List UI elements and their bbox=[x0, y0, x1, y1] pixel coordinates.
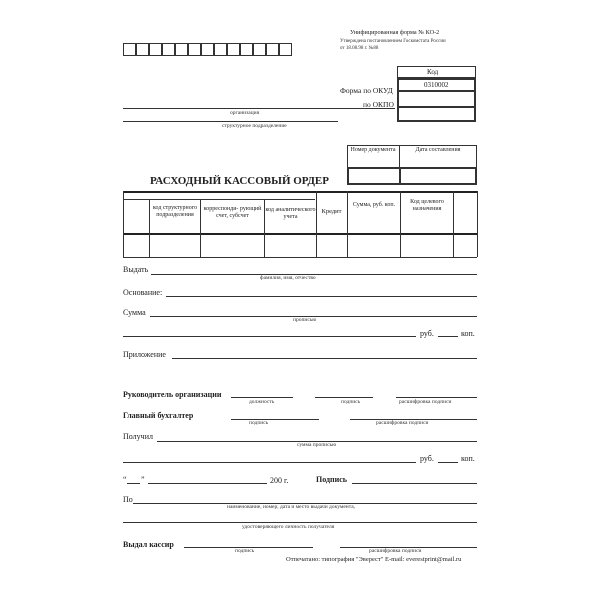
chief-decoding-caption: расшифровка подписи bbox=[376, 420, 429, 426]
col-credit: Кредит bbox=[321, 208, 342, 215]
summa-label: Сумма bbox=[123, 308, 146, 317]
form-line: Унифицированная форма № КО-2 bbox=[350, 29, 440, 36]
signature-caption: подпись bbox=[341, 399, 361, 405]
fio-caption: фамилия, имя, отчество bbox=[260, 275, 316, 281]
prilozhenie-label: Приложение bbox=[123, 350, 166, 359]
summa-line-2[interactable] bbox=[123, 336, 416, 337]
kop-label-2: коп. bbox=[461, 454, 475, 463]
number-header: Номер документа bbox=[350, 147, 396, 153]
rub-label: руб. bbox=[420, 329, 434, 338]
received-label: Получил bbox=[123, 432, 153, 441]
doc-values-box[interactable] bbox=[347, 167, 477, 185]
head-signature-line[interactable] bbox=[315, 397, 373, 398]
page-title: РАСХОДНЫЙ КАССОВЫЙ ОРДЕР bbox=[150, 175, 329, 187]
chief-accountant-label: Главный бухгалтер bbox=[123, 411, 194, 420]
code-box[interactable] bbox=[162, 43, 175, 56]
position-caption: должность bbox=[249, 399, 275, 405]
approved-line-1: Утверждена постановлением Госкомстата России bbox=[340, 39, 446, 44]
col-subdiv: код структурного подразделения bbox=[152, 205, 198, 218]
podpis-line[interactable] bbox=[352, 483, 477, 484]
code-box[interactable] bbox=[240, 43, 253, 56]
okud-value: 0310002 bbox=[424, 81, 449, 89]
kop-line-2[interactable] bbox=[438, 462, 458, 463]
code-box[interactable] bbox=[188, 43, 201, 56]
col-purpose: Код целевого назначения bbox=[410, 199, 444, 212]
debit-subheader-line bbox=[123, 199, 315, 200]
table-col-line bbox=[123, 191, 124, 257]
head-decoding-line[interactable] bbox=[396, 397, 477, 398]
sum-words-caption: сумма прописью bbox=[297, 442, 337, 448]
chief-signature-caption: подпись bbox=[249, 420, 269, 426]
code-box[interactable] bbox=[201, 43, 214, 56]
code-box[interactable] bbox=[253, 43, 266, 56]
okpo-label: по ОКПО bbox=[363, 100, 394, 109]
chief-signature-line[interactable] bbox=[231, 419, 319, 420]
code-box[interactable] bbox=[227, 43, 240, 56]
table-col-line bbox=[453, 191, 454, 257]
osnovanie-line[interactable] bbox=[166, 296, 477, 297]
date-day-line[interactable] bbox=[127, 483, 140, 484]
prilozhenie-line[interactable] bbox=[172, 358, 477, 359]
okpo-cell[interactable] bbox=[397, 92, 476, 108]
printer-footer: Отпечатано: типография "Эверест" E-mail: everestprint@mail.ru bbox=[286, 556, 462, 563]
po-line-2[interactable] bbox=[123, 522, 477, 523]
cashier-signature-caption: подпись bbox=[235, 548, 255, 554]
date-month-line[interactable] bbox=[148, 483, 267, 484]
date-header: Дата составления bbox=[415, 147, 461, 153]
col-sum: Сумма, руб. коп. bbox=[352, 202, 396, 208]
code-box[interactable] bbox=[136, 43, 149, 56]
podpis-label: Подпись bbox=[316, 475, 348, 484]
received-line-2[interactable] bbox=[123, 462, 416, 463]
kop-label: коп. bbox=[461, 329, 475, 338]
organization-line[interactable] bbox=[123, 108, 395, 109]
decoding-caption: расшифровка подписи bbox=[399, 399, 452, 405]
col-analytic: код аналитического учета bbox=[265, 207, 316, 220]
code-box[interactable] bbox=[214, 43, 227, 56]
code-box[interactable] bbox=[279, 43, 292, 56]
doc-caption: наименование, номер, дата и место выдачи документа, bbox=[227, 504, 356, 510]
id-caption: удостоверяющего личность получателя bbox=[242, 524, 335, 530]
organization-caption: организация bbox=[230, 110, 260, 116]
table-col-line bbox=[477, 191, 478, 257]
doc-values-divider bbox=[399, 167, 401, 185]
head-label: Руководитель организации bbox=[123, 390, 222, 399]
subdivision-line[interactable] bbox=[123, 121, 338, 122]
approved-line-2: от 18.08.98 г. №88 bbox=[340, 46, 379, 51]
table-mid-border bbox=[123, 233, 477, 235]
date-quote-close: ” bbox=[141, 475, 145, 484]
propisyu-caption: прописью bbox=[293, 317, 317, 323]
cashier-label: Выдал кассир bbox=[123, 540, 174, 549]
code-box[interactable] bbox=[175, 43, 188, 56]
table-bottom-border bbox=[123, 257, 477, 258]
po-label: По bbox=[123, 495, 133, 504]
code-box[interactable] bbox=[123, 43, 136, 56]
table-col-line bbox=[316, 191, 317, 257]
code-box[interactable] bbox=[149, 43, 162, 56]
subdivision-caption: структурное подразделение bbox=[222, 123, 287, 129]
okud-label: Форма по ОКУД bbox=[340, 86, 393, 95]
col-corr: корреспонди- рующий счет, субсчет bbox=[203, 206, 262, 219]
rub-label-2: руб. bbox=[420, 454, 434, 463]
year-label: 200 г. bbox=[270, 476, 289, 485]
kop-line[interactable] bbox=[438, 336, 458, 337]
code-box[interactable] bbox=[266, 43, 279, 56]
table-top-border bbox=[123, 191, 477, 193]
head-position-line[interactable] bbox=[231, 397, 293, 398]
osnovanie-label: Основание: bbox=[123, 288, 163, 297]
extra-code-cell[interactable] bbox=[397, 108, 476, 122]
table-col-line bbox=[347, 191, 348, 257]
vydat-label: Выдать bbox=[123, 265, 149, 274]
kod-label: Код bbox=[427, 68, 439, 76]
cashier-decoding-caption: расшифровка подписи bbox=[369, 548, 422, 554]
date-quote-open: “ bbox=[123, 475, 127, 484]
